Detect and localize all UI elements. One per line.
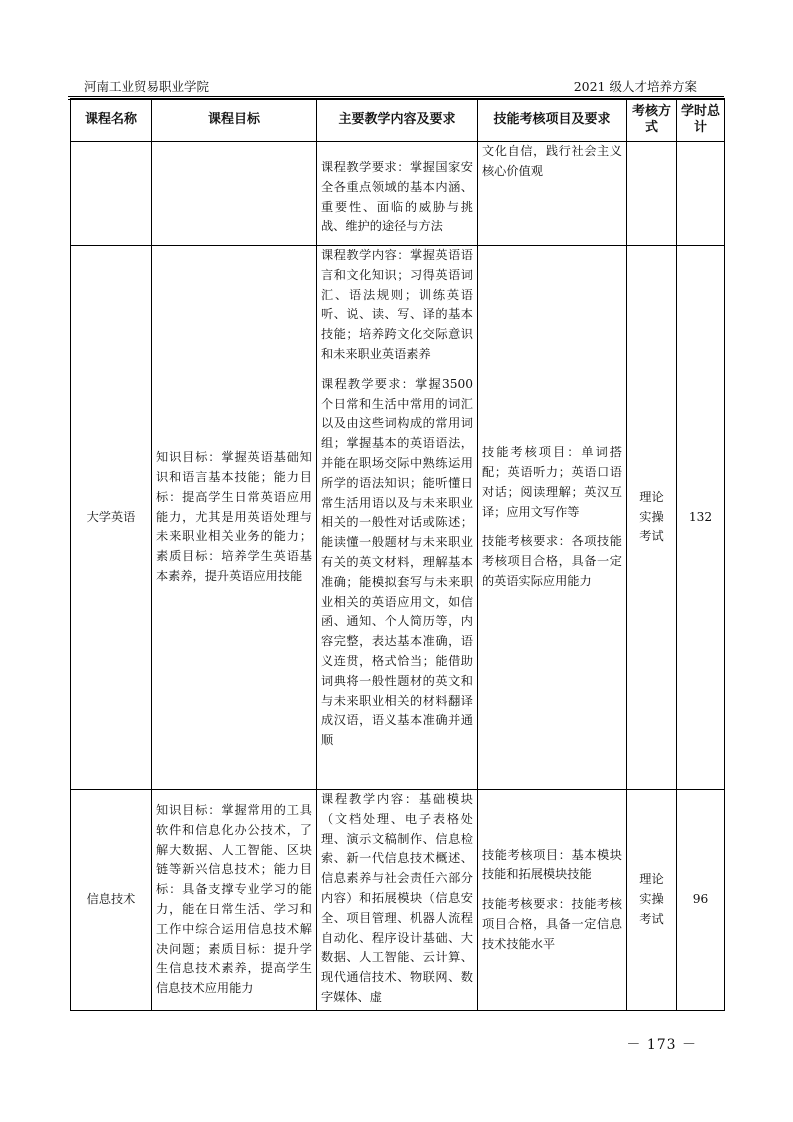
curriculum-table bbox=[70, 98, 725, 1011]
page-number: － 173 － bbox=[626, 1037, 697, 1053]
skill-cell bbox=[478, 246, 627, 790]
exam-method-cell bbox=[627, 142, 677, 246]
table-header-row bbox=[71, 99, 725, 142]
exam-method-cell bbox=[627, 790, 677, 1011]
course-goal-cell bbox=[152, 790, 317, 1011]
course-name-cell bbox=[71, 142, 152, 246]
col-header-course-goal: 课程目标 bbox=[152, 99, 317, 142]
content-requirement-text: 课程教学要求：掌握3500个日常和生活中常用的词汇以及由这些词构成的常用词组；掌握基本的英语语法，并能在职场交际中熟练运用所学的语法知识；能听懂日常生活用语以及与未来职业相关的一般性对话或陈述；能读懂一般题材与未来职业有关的英文材料，理解基本准确；能模拟套写与未来职业相关的英语应用文，如信函、通知、个人简历等，内容完整，表达基本准确，语义连贯，格式恰当；能借助词典将一般性题材的英文和与未来职业相关的材料翻译成汉语，语义基本准确并通顺 bbox=[321, 376, 473, 748]
col-header-total-hours: 学时总计 bbox=[677, 99, 725, 142]
course-goal-cell bbox=[152, 142, 317, 246]
hours-cell bbox=[677, 142, 725, 246]
col-header-exam-method: 考核方式 bbox=[627, 99, 677, 142]
header-rule-thick bbox=[68, 96, 724, 97]
content-requirement-text: 课程教学要求：掌握国家安全各重点领域的基本内涵、重要性、面临的威胁与挑战、维护的途径与方法 bbox=[321, 160, 473, 234]
col-header-course-name: 课程名称 bbox=[71, 99, 152, 142]
header-right-title: 2021 级人才培养方案 bbox=[573, 79, 697, 94]
course-name-cell: 大学英语 bbox=[71, 246, 152, 790]
table-row bbox=[71, 246, 725, 790]
content-cell bbox=[317, 142, 478, 246]
exam-method-text: 理论实操考试 bbox=[639, 489, 664, 544]
exam-method-cell bbox=[627, 246, 677, 790]
skill-item-text: 技能考核项目：基本模块技能和拓展模块技能 bbox=[482, 847, 622, 882]
skill-requirement-text: 技能考核要求：技能考核项目合格，具备一定信息技术技能水平 bbox=[482, 897, 622, 951]
hours-cell: 132 bbox=[677, 246, 725, 790]
hours-cell: 96 bbox=[677, 790, 725, 1011]
col-header-skill-assessment: 技能考核项目及要求 bbox=[478, 99, 627, 142]
content-text: 课程教学内容：基础模块（文档处理、电子表格处理、演示文稿制作、信息检索、新一代信息技术概述、信息素养与社会责任六部分内容）和拓展模块（信息安全、项目管理、机器人流程自动化、程序设计基础、大数据、人工智能、云计算、现代通信技术、物联网、数字媒体、虚 bbox=[321, 792, 473, 1004]
table-row bbox=[71, 142, 725, 246]
skill-cell bbox=[478, 790, 627, 1011]
content-cell bbox=[317, 246, 478, 790]
skill-item-text: 技能考核项目：单词搭配；英语听力；英语口语对话；阅读理解；英汉互译；应用文写作等 bbox=[482, 445, 622, 519]
content-text: 课程教学内容：掌握英语语言和文化知识；习得英语词汇、语法规则；训练英语听、说、读、写、译的基本技能；培养跨文化交际意识和未来职业英语素养 bbox=[321, 248, 473, 361]
course-goal-cell bbox=[152, 246, 317, 790]
course-name-cell: 信息技术 bbox=[71, 790, 152, 1011]
course-goal-text: 知识目标：掌握英语基础知识和语言基本技能；能力目标：提高学生日常英语应用能力，尤其是用英语处理与未来职业相关业务的能力；素质目标：培养学生英语基本素养，提升英语应用技能 bbox=[156, 450, 312, 583]
skill-requirement-text: 技能考核要求：各项技能考核项目合格，具备一定的英语实际应用能力 bbox=[482, 534, 622, 588]
exam-method-text: 理论实操考试 bbox=[639, 872, 664, 926]
table-row bbox=[71, 790, 725, 1011]
header-left-title: 河南工业贸易职业学院 bbox=[84, 79, 210, 94]
skill-cell bbox=[478, 142, 627, 246]
col-header-content: 主要教学内容及要求 bbox=[317, 99, 478, 142]
skill-item-text: 文化自信，践行社会主义核心价值观 bbox=[482, 144, 622, 178]
content-cell bbox=[317, 790, 478, 1011]
course-goal-text: 知识目标：掌握常用的工具软件和信息化办公技术，了解大数据、人工智能、区块链等新兴信息技术；能力目标：具备支撑专业学习的能力，能在日常生活、学习和工作中综合运用信息技术解决问题；素质目标：提升学生信息技术素养，提高学生信息技术应用能力 bbox=[156, 803, 312, 996]
